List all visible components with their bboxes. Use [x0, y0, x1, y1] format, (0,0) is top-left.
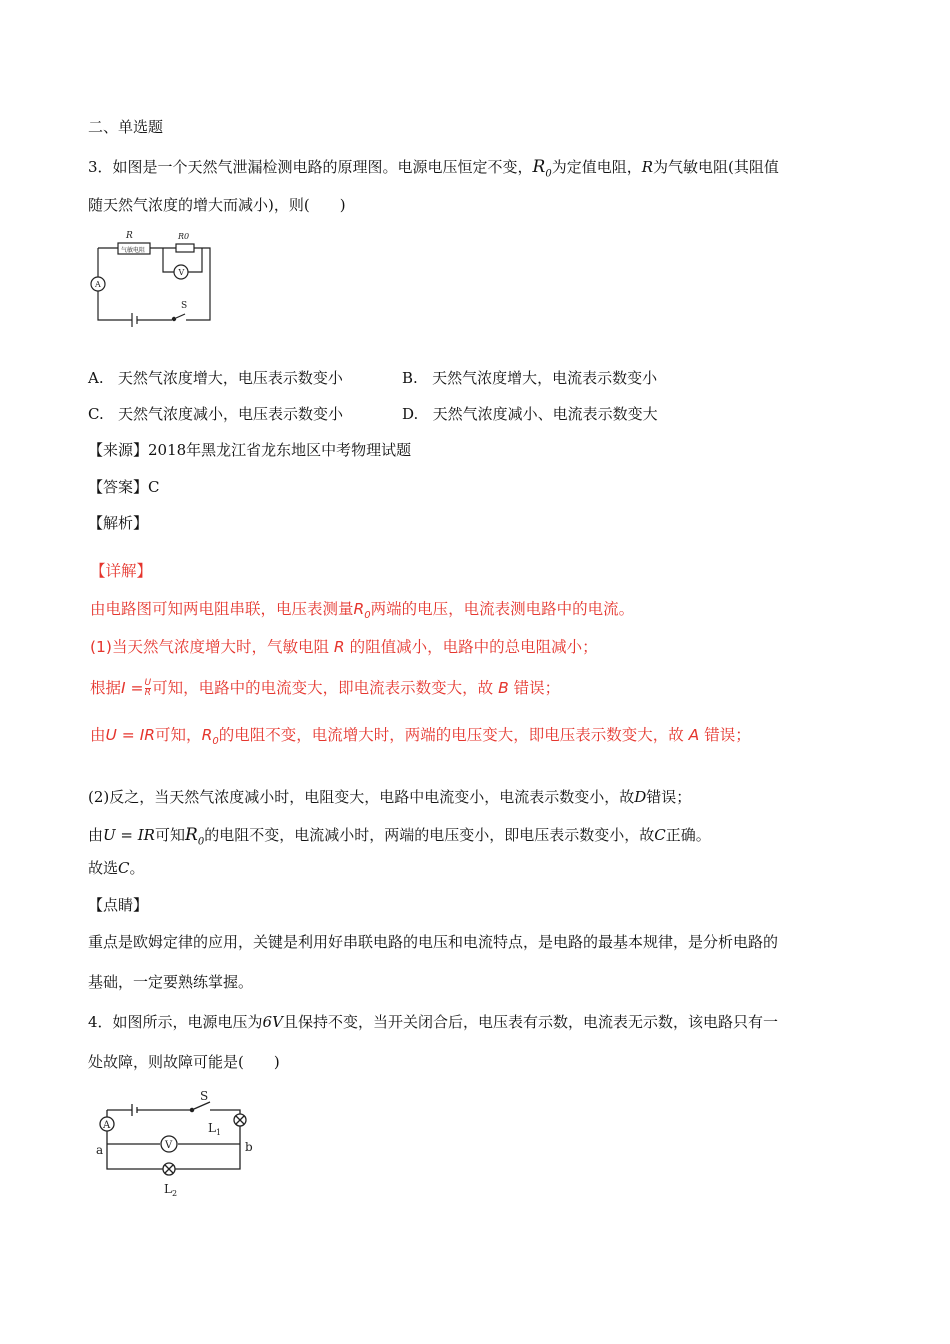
detail-line1: 由电路图可知两电阻串联，电压表测量$R_0$两端的电压，电流表测电路中的电流。	[90, 600, 635, 622]
fixed-resistor-r0	[176, 244, 194, 252]
r0-symbol-red: $R_0$	[353, 600, 371, 622]
q3-stem-part1: 3．如图是一个天然气泄漏检测电路的原理图。电源电压恒定不变，	[88, 158, 533, 176]
p2-line2: 由U = IR可知$R_0$的电阻不变，电流减小时，两端的电压变小，即电压表示数变小，故C正确。	[88, 825, 711, 848]
q3-analysis-label: 【解析】	[88, 514, 149, 532]
tip-label: 【点睛】	[88, 896, 149, 914]
q3-stem-part3: 为气敏电阻(其阻值	[653, 158, 779, 176]
section-heading: 二、单选题	[88, 118, 164, 136]
detail-line4: 由U = IR可知，$R_0$的电阻不变，电流增大时，两端的电压变大，即电压表示数变大，故 A 错误；	[90, 726, 751, 748]
q3-stem-line1	[88, 157, 779, 184]
label-a2: A	[103, 1120, 111, 1131]
q3-answer: 【答案】C	[88, 478, 160, 496]
q3-stem-line2: 随天然气浓度的增大而减小)，则( )	[88, 196, 346, 214]
q3-circuit-figure	[88, 228, 228, 328]
option-a[interactable]: A. 天然气浓度增大，电压表示数变小	[88, 369, 343, 387]
q4-circuit-figure	[92, 1087, 272, 1202]
detail-line2: (1)当天然气浓度增大时，气敏电阻 R 的阻值减小，电路中的总电阻减小；	[90, 638, 598, 656]
label-a: A	[95, 280, 101, 289]
q4-stem-line1: 4．如图所示，电源电压为6V且保持不变，当开关闭合后，电压表有示数，电流表无示数，该电路只有一	[88, 1013, 778, 1031]
option-c[interactable]: C. 天然气浓度减小，电压表示数变小	[88, 405, 344, 423]
label-v: V	[178, 268, 185, 277]
q3-stem-part2: 为定值电阻，	[551, 158, 642, 176]
label-r: R	[126, 231, 133, 241]
label-r0: R0	[178, 232, 190, 241]
detail-line3: 根据I = $\frac{U}{R}$ 可知，电路中的电流变大，即电流表示数变大，故 B 错误；	[90, 678, 561, 698]
r-symbol: R	[641, 158, 654, 176]
detail-title: 【详解】	[90, 562, 153, 580]
tip-line2: 基础，一定要熟练掌握。	[88, 973, 254, 991]
q3-source: 【来源】2018年黑龙江省龙东地区中考物理试题	[88, 441, 412, 459]
p2-line1: (2)反之，当天然气浓度减小时，电阻变大，电路中电流变小，电流表示数变小，故D错误；	[88, 788, 692, 806]
fraction-u-over-r: $\frac{U}{R}$	[144, 678, 152, 698]
r0-symbol: $R_0$	[532, 157, 552, 180]
q4-stem-line2: 处故障，则故障可能是( )	[88, 1053, 280, 1071]
choose-line: 故选C。	[88, 859, 145, 877]
label-r-box: 气敏电阻	[121, 247, 146, 254]
label-l1: $L_1$	[208, 1121, 222, 1137]
label-s2: S	[200, 1089, 209, 1103]
label-s: S	[181, 301, 188, 311]
tip-line1: 重点是欧姆定律的应用，关键是利用好串联电路的电压和电流特点，是电路的最基本规律，是分析电路的	[88, 933, 779, 951]
label-v2: V	[165, 1140, 173, 1151]
ohm-formula: I =	[121, 679, 144, 697]
option-d[interactable]: D. 天然气浓度减小、电流表示数变大	[402, 405, 658, 423]
option-b[interactable]: B. 天然气浓度增大，电流表示数变小	[402, 369, 658, 387]
label-l2: $L_2$	[164, 1182, 178, 1198]
label-point-a: a	[96, 1143, 104, 1157]
label-point-b: b	[245, 1140, 253, 1154]
